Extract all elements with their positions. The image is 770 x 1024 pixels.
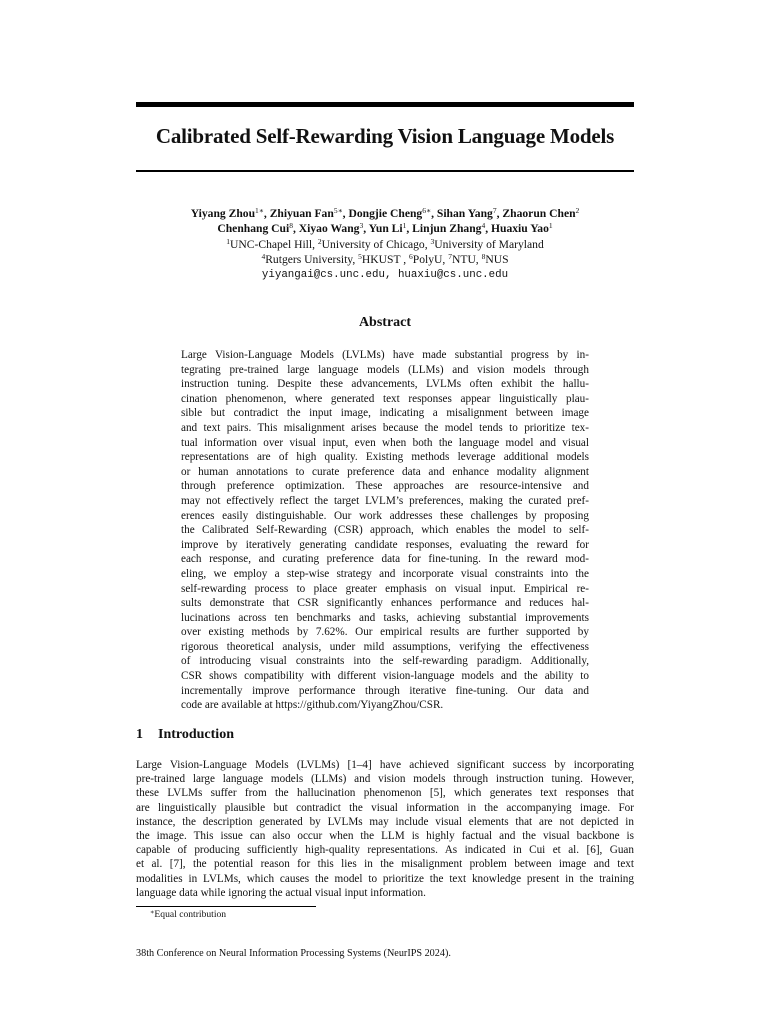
footnote-mark: ∗: [150, 909, 155, 916]
abstract-line: eling, we employ a step-wise strategy and incorporate visual constraints into the: [181, 567, 589, 580]
author-affiliation-mark: 3: [359, 221, 364, 231]
author-affiliation-mark: 4: [481, 221, 486, 231]
abstract-line: Large Vision-Language Models (LVLMs) have made substantial progress by in-: [181, 349, 589, 361]
abstract-body: [181, 348, 589, 713]
abstract-line: incrementally improve performance through iterative fine-tuning. Our data and: [181, 684, 589, 697]
abstract-line: and text pairs. This misalignment arises because the model tends to prioritize tex-: [181, 421, 589, 434]
abstract-line: each response, and curating preference data for fine-tuning. In the reward mod-: [181, 553, 589, 566]
author-affiliation-mark: 2: [575, 206, 580, 215]
author-affiliation-mark: 1∗: [255, 206, 264, 215]
abstract-line: sible but contradict the input image, indicating a misalignment between image: [181, 407, 589, 420]
abstract-line: improve by iteratively generating candidate responses, evaluating the reward for: [181, 538, 589, 551]
affiliation-mark: 2: [317, 236, 322, 246]
author-affiliation-mark: 1: [402, 221, 407, 231]
section-heading: [136, 727, 234, 743]
author-name: Huaxiu Yao: [491, 222, 549, 236]
author-line-2: Chenhang Cui$^8$, Xiyao Wang$^3$, Yun Li$^1$, Linjun Zhang$^4$, Huaxiu Yao$^1$: [217, 221, 553, 236]
author-affiliation-mark: 7: [492, 206, 497, 215]
intro-line: are linguistically plausible but contradict the visual information in the accompanying image. For: [136, 801, 634, 814]
author-affiliation-mark: 1: [548, 221, 553, 231]
intro-line: et al. [7], the potential reason for this lies in the misalignment problem between image and text: [136, 858, 634, 871]
author-name: Yun Li: [368, 222, 403, 236]
intro-line: the image. This issue can also occur when the LLM is highly factual and the visual backbone is: [136, 830, 634, 843]
affiliation-mark: 5: [358, 252, 362, 262]
affiliation-name: NUS: [485, 253, 509, 267]
author-name: Linjun Zhang: [412, 222, 482, 236]
affiliation-name: University of Maryland: [434, 237, 544, 251]
affiliation-mark: 3: [430, 236, 435, 246]
abstract-line: erences easily distinguishable. Our work addresses these challenges by proposing: [181, 509, 589, 522]
author-affiliation-mark: 5∗: [333, 206, 343, 215]
affiliation-name: HKUST ,: [361, 253, 410, 267]
footnote-rule: [136, 906, 316, 907]
author-affiliation-mark: 6∗: [422, 206, 432, 215]
author-name: Xiyao Wang: [298, 222, 360, 236]
abstract-line: instruction tuning. Despite these advancements, LVLMs often exhibit the hallu-: [181, 378, 589, 391]
author-block: [120, 206, 650, 283]
author-emails: yiyangai@cs.unc.edu, huaxiu@cs.unc.edu: [261, 268, 509, 281]
abstract-line: through preference optimization. These approaches are resource-intensive and: [181, 480, 589, 493]
abstract-line: or human annotations to curate preference data and enhance modality alignment: [181, 465, 589, 478]
affiliation-line-1: [120, 237, 650, 252]
footnote: [150, 909, 226, 920]
affiliation-line-2: [120, 252, 650, 267]
footnote-text: Equal contribution: [154, 909, 227, 920]
abstract-line: the Calibrated Self-Rewarding (CSR) approach, which enables the model to self-: [181, 524, 589, 537]
affiliation-mark: 1: [226, 236, 230, 246]
author-name: Yiyang Zhou: [190, 207, 256, 220]
author-name: Sihan Yang: [436, 207, 493, 220]
abstract-line: CSR shows compatibility with different vision-language models and the ability to: [181, 670, 589, 683]
affiliation-name: UNC-Chapel Hill,: [230, 237, 318, 251]
author-name: Zhaorun Chen: [502, 207, 576, 220]
intro-line: language data while ignoring the actual visual input information.: [136, 886, 426, 899]
affiliation-mark: 7: [448, 252, 452, 262]
abstract-line: sults demonstrate that CSR significantly enhances performance and reduces hal-: [181, 597, 589, 610]
intro-line: these LVLMs suffer from the hallucination phenomenon [5], which generates text responses that: [136, 787, 634, 800]
section-title: Introduction: [158, 727, 234, 742]
abstract-line: tegrating pre-trained large language models (LLMs) and vision models through: [181, 363, 589, 376]
abstract-line: representations are of high quality. Existing methods leverage additional models: [181, 451, 589, 464]
abstract-line: cination phenomenon, where generated text responses appear linguistically plau-: [181, 392, 589, 405]
intro-line: Large Vision-Language Models (LVLMs) [1–4] have achieved significant success by incorporating: [136, 759, 634, 771]
affiliation-mark: 4: [261, 252, 266, 262]
author-name: Zhiyuan Fan: [269, 207, 334, 220]
author-line-1: Yiyang Zhou$^{1∗}$, Zhiyuan Fan$^{5∗}$, Dongjie Cheng$^{6∗}$, Sihan Yang$^7$, Zhaorun Chen$^2$: [190, 206, 580, 220]
title-rule: [136, 170, 634, 172]
venue-note: 38th Conference on Neural Information Processing Systems (NeurIPS 2024).: [136, 948, 451, 959]
affiliation-name: NTU,: [451, 253, 482, 267]
intro-line: instance, the description generated by LVLMs may include visual elements that are not depicted in: [136, 815, 634, 828]
intro-line: capable of producing sufficiently high-quality representations. As indicated in Cui et al. [6], Guan: [136, 844, 634, 857]
abstract-line: self-rewarding process to place greater emphasis on visual input. Empirical re-: [181, 582, 589, 595]
top-rule: [136, 102, 634, 107]
intro-line: pre-trained large language models (LLMs) and vision models through instruction tuning. However,: [136, 773, 634, 786]
author-name: Dongjie Cheng: [348, 207, 423, 220]
abstract-heading: Abstract: [358, 315, 412, 330]
introduction-body: [136, 758, 634, 900]
intro-line: modalities in LVLMs, which causes the model to prioritize the text knowledge present in the training: [136, 872, 634, 885]
abstract-line: tual information over visual input, even when both the language model and visual: [181, 436, 589, 449]
abstract-line: rigorous theoretical analysis, under mild assumptions, verifying the effectiveness: [181, 640, 589, 653]
author-name: Chenhang Cui: [217, 222, 290, 236]
affiliation-name: PolyU,: [412, 253, 449, 267]
abstract-line: may not effectively reflect the target LVLM’s preferences, making the curated pref-: [181, 494, 589, 507]
author-affiliation-mark: 8: [289, 221, 293, 231]
affiliation-mark: 6: [409, 252, 413, 262]
abstract-line: lucinations across ten benchmarks and tasks, achieving substantial improvements: [181, 611, 589, 624]
abstract-line: over existing methods by 7.62%. Our empirical results are further supported by: [181, 626, 589, 639]
affiliation-mark: 8: [481, 252, 486, 262]
section-number: 1: [136, 727, 143, 742]
affiliation-name: Rutgers University,: [265, 253, 359, 267]
abstract-line: code are available at https://github.com/YiyangZhou/CSR.: [181, 699, 444, 712]
paper-title: Calibrated Self-Rewarding Vision Language Models: [155, 124, 615, 148]
abstract-line: of introducing visual constraints into the self-rewarding paradigm. Additionally,: [181, 655, 589, 668]
affiliation-name: University of Chicago,: [321, 237, 431, 251]
